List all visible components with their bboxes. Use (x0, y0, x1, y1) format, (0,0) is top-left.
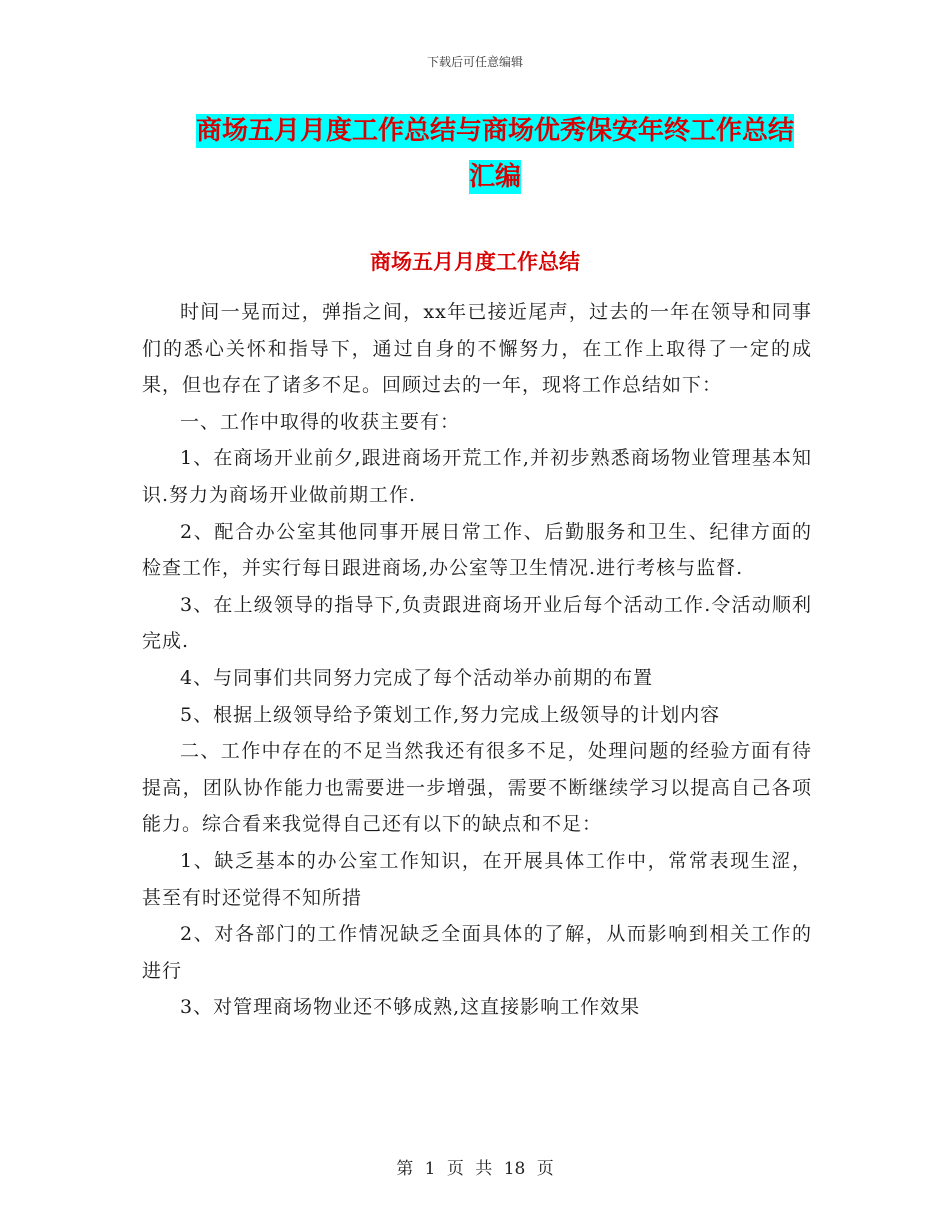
section-title: 商场五月月度工作总结 (370, 250, 580, 274)
paragraph-shortcoming-3: 3、对管理商场物业还不够成熟,这直接影响工作效果 (180, 996, 641, 1019)
page-header-note: 下载后可任意编辑 (426, 55, 523, 69)
paragraph-intro: 时间一晃而过，弹指之间，xx年已接近尾声，过去的一年在领导和同事们的悉心关怀和指导下，通过自身的不懈努力，在工作上取得了一定的成果，但也存在了诸多不足。回顾过去的一年，现将工作总结如下： (142, 301, 812, 397)
paragraph-heading-shortcomings: 二、工作中存在的不足当然我还有很多不足，处理问题的经验方面有待提高，团队协作能力也需要进一步增强，需要不断继续学习以提高自己各项能力。综合看来我觉得自己还有以下的缺点和不足： (142, 740, 812, 836)
page-number: 第 1 页 共 18 页 (396, 1159, 554, 1179)
document-title (140, 108, 850, 200)
paragraph-gain-2: 2、配合办公室其他同事开展日常工作、后勤服务和卫生、纪律方面的检查工作，并实行每日跟进商场,办公室等卫生情况.进行考核与监督. (142, 520, 812, 580)
paragraph-heading-gains: 一、工作中取得的收获主要有： (180, 410, 461, 433)
document-title-line-2: 汇编 (468, 162, 521, 192)
paragraph-gain-4: 4、与同事们共同努力完成了每个活动举办前期的布置 (180, 666, 654, 689)
document-title-line-1: 商场五月月度工作总结与商场优秀保安年终工作总结 (195, 116, 794, 146)
paragraph-shortcoming-1: 1、缺乏基本的办公室工作知识，在开展具体工作中，常常表现生涩，甚至有时还觉得不知所措 (142, 849, 812, 909)
paragraph-gain-5: 5、根据上级领导给予策划工作,努力完成上级领导的计划内容 (180, 703, 721, 726)
document-body (142, 294, 812, 1026)
paragraph-gain-1: 1、在商场开业前夕,跟进商场开荒工作,并初步熟悉商场物业管理基本知识.努力为商场开业做前期工作. (142, 447, 812, 506)
paragraph-shortcoming-2: 2、对各部门的工作情况缺乏全面具体的了解，从而影响到相关工作的进行 (142, 923, 812, 982)
paragraph-gain-3: 3、在上级领导的指导下,负责跟进商场开业后每个活动工作.令活动顺利完成. (142, 593, 812, 653)
